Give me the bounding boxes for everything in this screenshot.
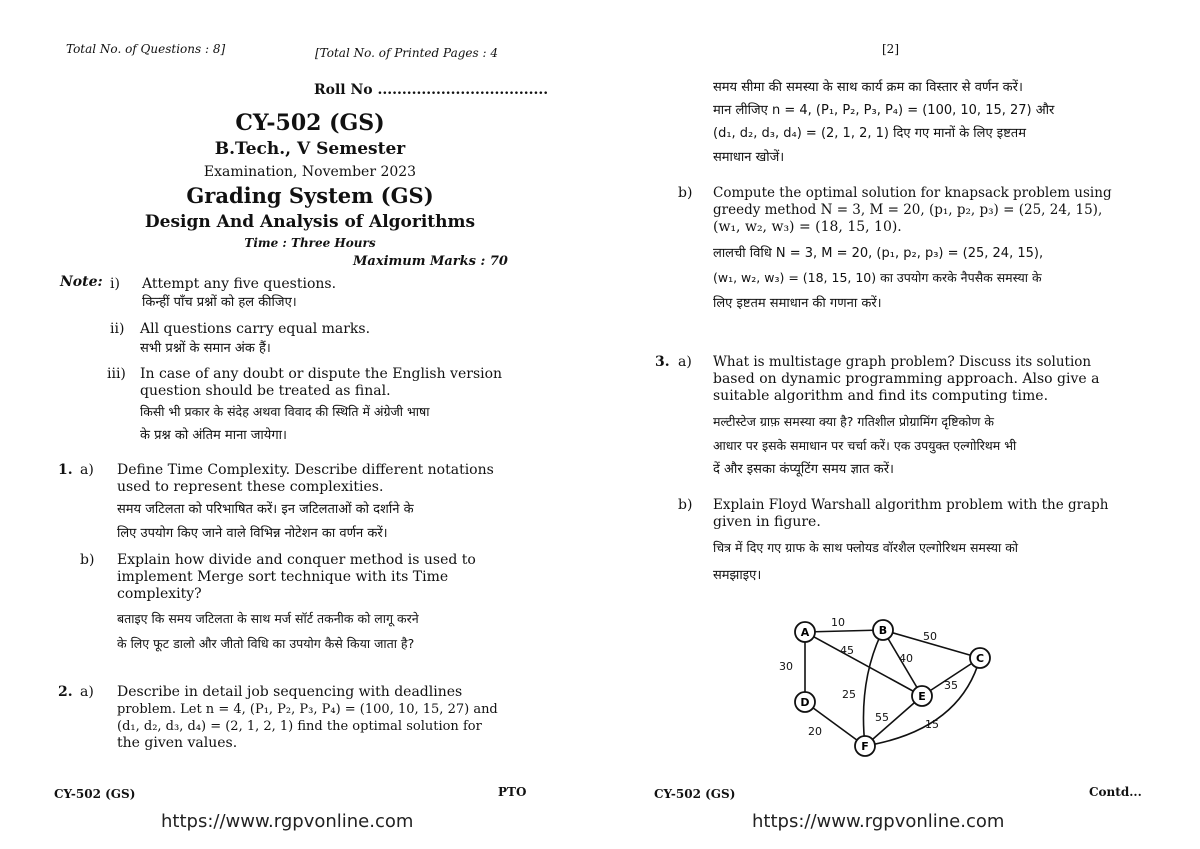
note-2-num: ii): [110, 321, 125, 337]
note-3-hi-2: के प्रश्न को अंतिम माना जायेगा।: [140, 428, 287, 443]
edge-weight-A-D: 30: [779, 660, 793, 673]
q3b-en-2: given in figure.: [713, 514, 821, 530]
q2a-en-3: (d₁, d₂, d₃, d₄) = (2, 1, 2, 1) find the optimal solution for: [117, 719, 482, 734]
edge-B-F: [863, 630, 883, 746]
q3a-en-2: based on dynamic programming approach. Also give a: [713, 371, 1100, 387]
q1a-hi-1: समय जटिलता को परिभाषित करें। इन जटिलताओं को दर्शाने के: [117, 502, 414, 517]
q1b-hi-2: के लिए फूट डालो और जीतो विधि का उपयोग कैसे किया जाता है?: [117, 636, 415, 651]
edge-A-B: [805, 630, 883, 632]
edge-weight-A-B: 10: [831, 616, 845, 629]
q3b-label: b): [678, 497, 693, 513]
grading-system: Grading System (GS): [186, 183, 434, 208]
q3-number: 3.: [655, 354, 670, 370]
footer-code: CY-502 (GS): [54, 787, 136, 801]
footer-contd: Contd...: [1089, 785, 1142, 799]
website-url-right[interactable]: https://www.rgpvonline.com: [752, 811, 1005, 832]
note-3-hi-1: किसी भी प्रकार के संदेह अथवा विवाद की स्थिति में अंग्रेजी भाषा: [140, 404, 430, 419]
edge-E-F: [865, 696, 922, 746]
edge-weight-D-F: 20: [808, 725, 822, 738]
q2b-hi-1: लालची विधि N = 3, M = 20, (p₁, p₂, p₃) = (25, 24, 15),: [713, 246, 1044, 261]
note-1-en: Attempt any five questions.: [142, 276, 337, 292]
edge-weight-C-F: 15: [925, 718, 939, 731]
paper-code: CY-502 (GS): [235, 110, 385, 136]
note-2-hi: सभी प्रश्नों के समान अंक हैं।: [140, 341, 271, 356]
q3a-hi-1: मल्टीस्टेज ग्राफ़ समस्या क्या है? गतिशील प्रोग्रामिंग दृष्टिकोण के: [713, 414, 994, 429]
q2b-label: b): [678, 185, 693, 201]
q2b-hi-2: (w₁, w₂, w₃) = (18, 15, 10) का उपयोग करके नैपसैक समस्या के: [713, 270, 1042, 285]
q3b-hi-2: समझाइए।: [713, 568, 762, 583]
node-label-E: E: [918, 690, 926, 703]
footer-pto: PTO: [498, 785, 527, 799]
note-3-num: iii): [107, 366, 126, 382]
edge-weight-B-C: 50: [923, 630, 937, 643]
q1a-label: a): [80, 462, 94, 478]
note-1-num: i): [110, 276, 120, 292]
q2a-en-4: the given values.: [117, 735, 238, 751]
q2a-en-2: problem. Let n = 4, (P₁, P₂, P₃, P₄) = (100, 10, 15, 27) and: [117, 702, 498, 717]
right-page: [600, 0, 1200, 849]
q3a-hi-3: दें और इसका कंप्यूटिंग समय ज्ञात करें।: [713, 462, 894, 477]
q2a-hi-1: समय सीमा की समस्या के साथ कार्य क्रम का विस्तार से वर्णन करें।: [713, 80, 1023, 95]
q2b-en-1: Compute the optimal solution for knapsack problem using: [713, 185, 1112, 201]
q1-number: 1.: [58, 462, 73, 478]
q2b-en-2: greedy method N = 3, M = 20, (p₁, p₂, p₃) = (25, 24, 15),: [713, 202, 1103, 218]
roll-no: Roll No ...................................: [314, 82, 549, 98]
edge-weight-B-F: 25: [842, 688, 856, 701]
node-label-C: C: [975, 652, 985, 665]
q1a-en-2: used to represent these complexities.: [117, 479, 384, 495]
node-label-B: B: [878, 624, 888, 637]
q2a-label: a): [80, 684, 94, 700]
q2a-en-1: Describe in detail job sequencing with deadlines: [117, 684, 463, 700]
q3b-en-1: Explain Floyd Warshall algorithm problem with the graph: [713, 497, 1109, 513]
website-url[interactable]: https://www.rgpvonline.com: [161, 811, 414, 832]
q3b-hi-1: चित्र में दिए गए ग्राफ के साथ फ्लोयड वॉरशैल एल्गोरिथम समस्या को: [713, 540, 1019, 555]
page-number: [2]: [882, 42, 899, 56]
q1b-en-1: Explain how divide and conquer method is used to: [117, 552, 476, 568]
q3a-hi-2: आधार पर इसके समाधान पर चर्चा करें। एक उपयुक्त एल्गोरिथम भी: [713, 438, 1017, 453]
q3a-en-3: suitable algorithm and find its computing time.: [713, 388, 1049, 404]
q2a-hi-2: मान लीजिए n = 4, (P₁, P₂, P₃, P₄) = (100, 10, 15, 27) और: [713, 103, 1055, 118]
edge-weight-B-E: 40: [899, 652, 913, 665]
total-questions: Total No. of Questions : 8]: [66, 42, 226, 56]
node-label-A: A: [800, 626, 810, 639]
note-3-en-1: In case of any doubt or dispute the English version: [140, 366, 503, 382]
note-3-en-2: question should be treated as final.: [140, 383, 391, 399]
q1a-hi-2: लिए उपयोग किए जाने वाले विभिन्न नोटेशन का वर्णन करें।: [117, 526, 388, 541]
node-label-D: D: [800, 696, 810, 709]
exam-session: Examination, November 2023: [203, 164, 417, 180]
q1b-label: b): [80, 552, 95, 568]
note-label: Note:: [60, 274, 103, 290]
q2b-en-3: (w₁, w₂, w₃) = (18, 15, 10).: [713, 219, 902, 235]
q3a-label: a): [678, 354, 692, 370]
edge-weight-C-E: 35: [944, 679, 958, 692]
floyd-warshall-graph: [600, 600, 1200, 800]
course-title: B.Tech., V Semester: [214, 139, 406, 159]
q2b-hi-3: लिए इष्टतम समाधान की गणना करें।: [713, 296, 882, 311]
exam-time: Time : Three Hours: [244, 236, 376, 250]
node-label-F: F: [861, 740, 869, 753]
note-1-hi: किन्हीं पाँच प्रश्नों को हल कीजिए।: [142, 295, 297, 310]
footer-code-right: CY-502 (GS): [654, 787, 736, 801]
q1b-hi-1: बताइए कि समय जटिलता के साथ मर्ज सॉर्ट तकनीक को लागू करने: [117, 611, 419, 626]
q2-number: 2.: [58, 684, 73, 700]
note-2-en: All questions carry equal marks.: [140, 321, 371, 337]
subject-title: Design And Analysis of Algorithms: [144, 212, 476, 232]
q2a-hi-3: (d₁, d₂, d₃, d₄) = (2, 1, 2, 1) दिए गए मानों के लिए इष्टतम: [713, 126, 1026, 141]
q1b-en-2: implement Merge sort technique with its Time: [117, 569, 449, 585]
edge-weight-A-E: 45: [840, 644, 854, 657]
total-pages: [Total No. of Printed Pages : 4: [315, 46, 498, 60]
q2a-hi-4: समाधान खोजें।: [713, 150, 785, 165]
q1b-en-3: complexity?: [117, 586, 202, 602]
max-marks: Maximum Marks : 70: [353, 254, 508, 269]
q3a-en-1: What is multistage graph problem? Discuss its solution: [713, 354, 1092, 370]
q1a-en-1: Define Time Complexity. Describe different notations: [117, 462, 494, 478]
edge-D-F: [805, 702, 865, 746]
edge-weight-E-F: 55: [875, 711, 889, 724]
